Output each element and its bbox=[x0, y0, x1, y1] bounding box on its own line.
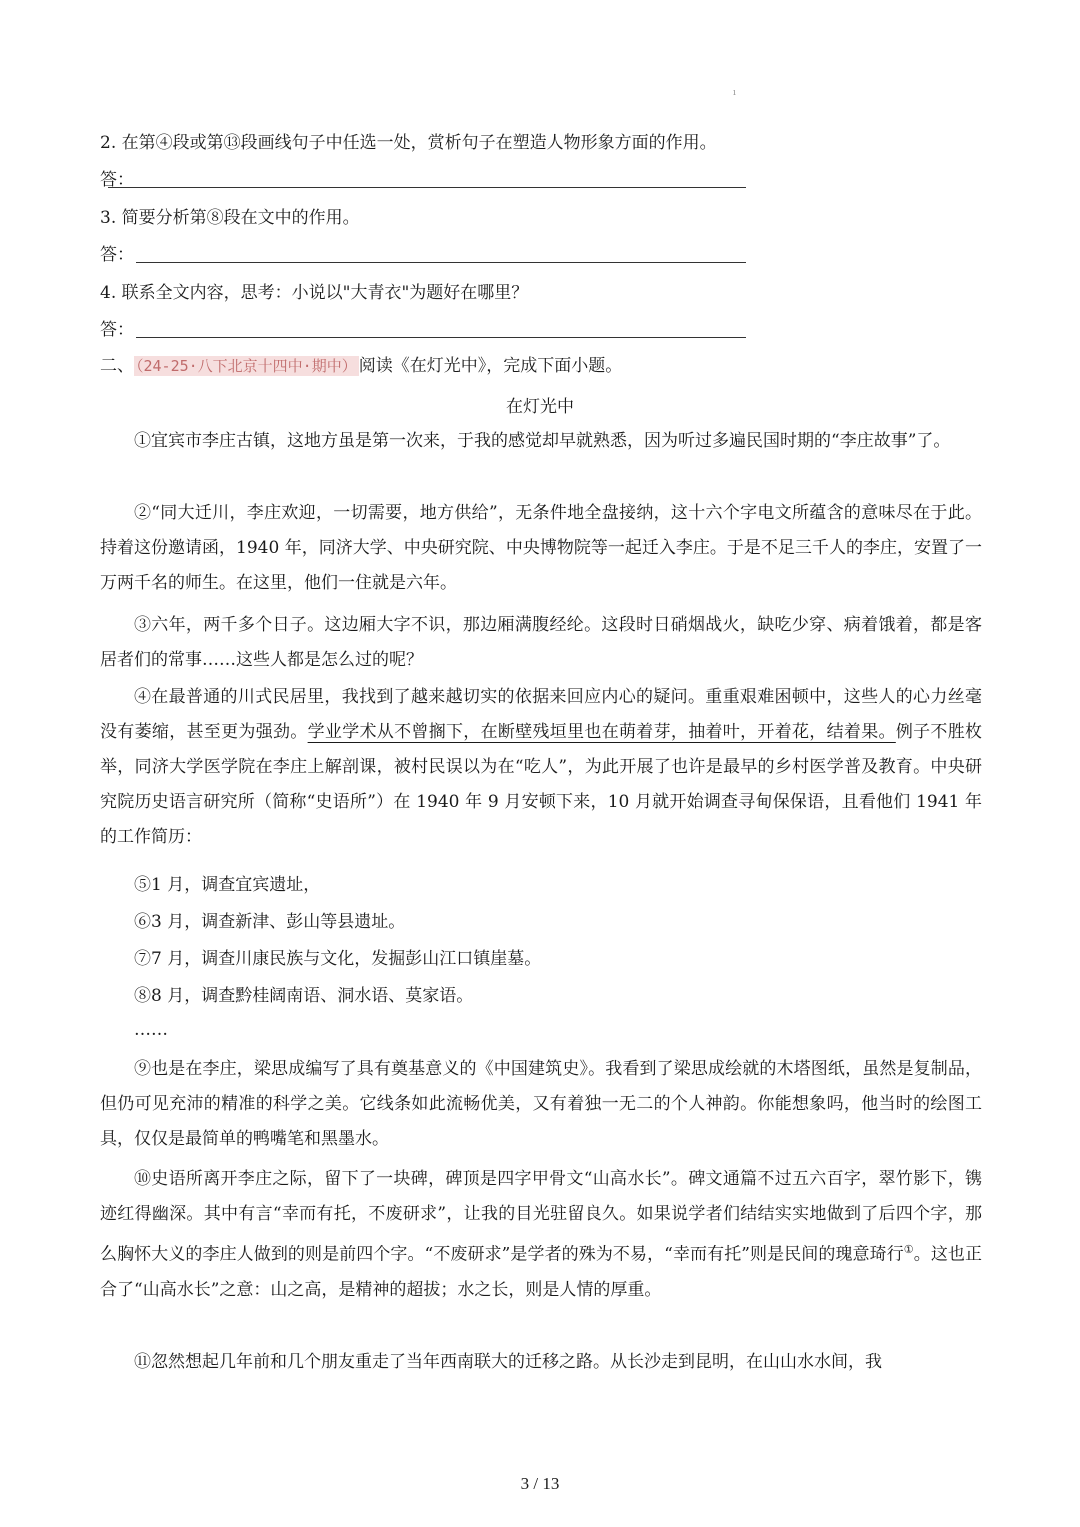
paragraph-7: ⑦7 月，调查川康民族与文化，发掘彭山江口镇崖墓。 bbox=[134, 949, 542, 969]
source-tag: （24-25·八下北京十四中·期中） bbox=[136, 357, 357, 375]
answer-line-4[interactable] bbox=[136, 337, 746, 338]
ellipsis: …… bbox=[134, 1020, 168, 1040]
answer-label-3: 答： bbox=[100, 245, 134, 265]
section-heading bbox=[100, 354, 622, 378]
section-instruction: 阅读《在灯光中》，完成下面小题。 bbox=[358, 356, 623, 376]
corner-mark: ı bbox=[733, 88, 736, 98]
question-3: 3. 简要分析第⑧段在文中的作用。 bbox=[100, 208, 360, 228]
paragraph-4 bbox=[100, 680, 982, 855]
paragraph-4-underlined-sentence: 学业学术从不曾搁下，在断壁残垣里也在萌着芽，抽着叶，开着花，结着果。 bbox=[307, 722, 896, 742]
article-title: 在灯光中 bbox=[506, 397, 574, 417]
paragraph-10 bbox=[100, 1162, 982, 1308]
paragraph-11: ⑪忽然想起几年前和几个朋友重走了当年西南联大的迁移之路。从长沙走到昆明，在山山水水间，我 bbox=[134, 1352, 882, 1372]
paragraph-10-start: ⑩史语所离开李庄之际，留下了一块碑，碑顶是四字甲骨文“山高水长”。碑文通篇不过五六百字，翠竹影下，镌迹红得幽深。其中有言“幸而有托，不废研求”，让我的目光驻留良久。如果说学者们结结实实地做到了后四个字，那么胸怀大义的李庄人做到的则是前四个字。“不废研求”是学者的殊为不易，“幸而有托”则是民间的瑰意琦行 bbox=[100, 1169, 982, 1265]
paragraph-3: ③六年，两千多个日子。这边厢大字不识，那边厢满腹经纶。这段时日硝烟战火，缺吃少穿、病着饿着，都是客居者们的常事……这些人都是怎么过的呢？ bbox=[100, 615, 982, 670]
paragraph-6: ⑥3 月，调查新津、彭山等县遗址。 bbox=[134, 912, 406, 932]
answer-line-3[interactable] bbox=[136, 262, 746, 263]
paragraph-10-end: 。这也正合了“山高水长”之意：山之高，是精神的超拔；水之长，则是人情的厚重。 bbox=[100, 1244, 982, 1300]
paragraph-5: ⑤1 月，调查宜宾遗址， bbox=[134, 875, 321, 895]
paragraph-1: ①宜宾市李庄古镇，这地方虽是第一次来，于我的感觉却早就熟悉，因为听过多遍民国时期的“李庄故事”了。 bbox=[134, 431, 951, 451]
page-number: 3 / 13 bbox=[520, 1474, 560, 1493]
paragraph-2: ②“同大迁川，李庄欢迎，一切需要，地方供给”，无条件地全盘接纳，这十六个字电文所蕴含的意味尽在于此。持着这份邀请函，1940 年，同济大学、中央研究院、中央博物院等一起迁入李庄。于是不足三千人的李庄，安置了一万两千名的师生。在这里，他们一住就是六年。 bbox=[100, 503, 982, 593]
answer-label-4: 答： bbox=[100, 320, 134, 340]
paragraph-8: ⑧8 月，调查黔桂阔南语、洞水语、莫家语。 bbox=[134, 986, 474, 1006]
answer-label-2: 答： bbox=[100, 170, 134, 190]
answer-line-2[interactable] bbox=[108, 187, 746, 188]
question-2: 2. 在第④段或第⑬段画线句子中任选一处，赏析句子在塑造人物形象方面的作用。 bbox=[100, 133, 717, 153]
question-4: 4. 联系全文内容，思考：小说以"大青衣"为题好在哪里？ bbox=[100, 283, 529, 303]
footnote-marker: ① bbox=[903, 1243, 914, 1256]
paragraph-9: ⑨也是在李庄，梁思成编写了具有奠基意义的《中国建筑史》。我看到了梁思成绘就的木塔图纸，虽然是复制品，但仍可见充沛的精准的科学之美。它线条如此流畅优美，又有着独一无二的个人神韵。你能想象吗，他当时的绘图工具，仅仅是最简单的鸭嘴笔和黑墨水。 bbox=[100, 1059, 982, 1149]
paragraph-4-start: ④在最普通的川式民居里，我找到了越来越切实的依据来回应内心的疑问。重重艰难困顿中，这些人的心力丝毫没有萎缩，甚至更为强劲。 bbox=[100, 687, 982, 742]
section-prefix: 二、 bbox=[100, 356, 134, 376]
paragraph-4-end: 例子不胜枚举，同济大学医学院在李庄上解剖课，被村民误以为在“吃人”，为此开展了也许是最早的乡村医学普及教育。中央研究院历史语言研究所（简称“史语所”）在 1940 年 9 月安顿下来，10 月就开始调查寻甸保保语，且看他们 1941 年的工作简历： bbox=[100, 722, 983, 847]
